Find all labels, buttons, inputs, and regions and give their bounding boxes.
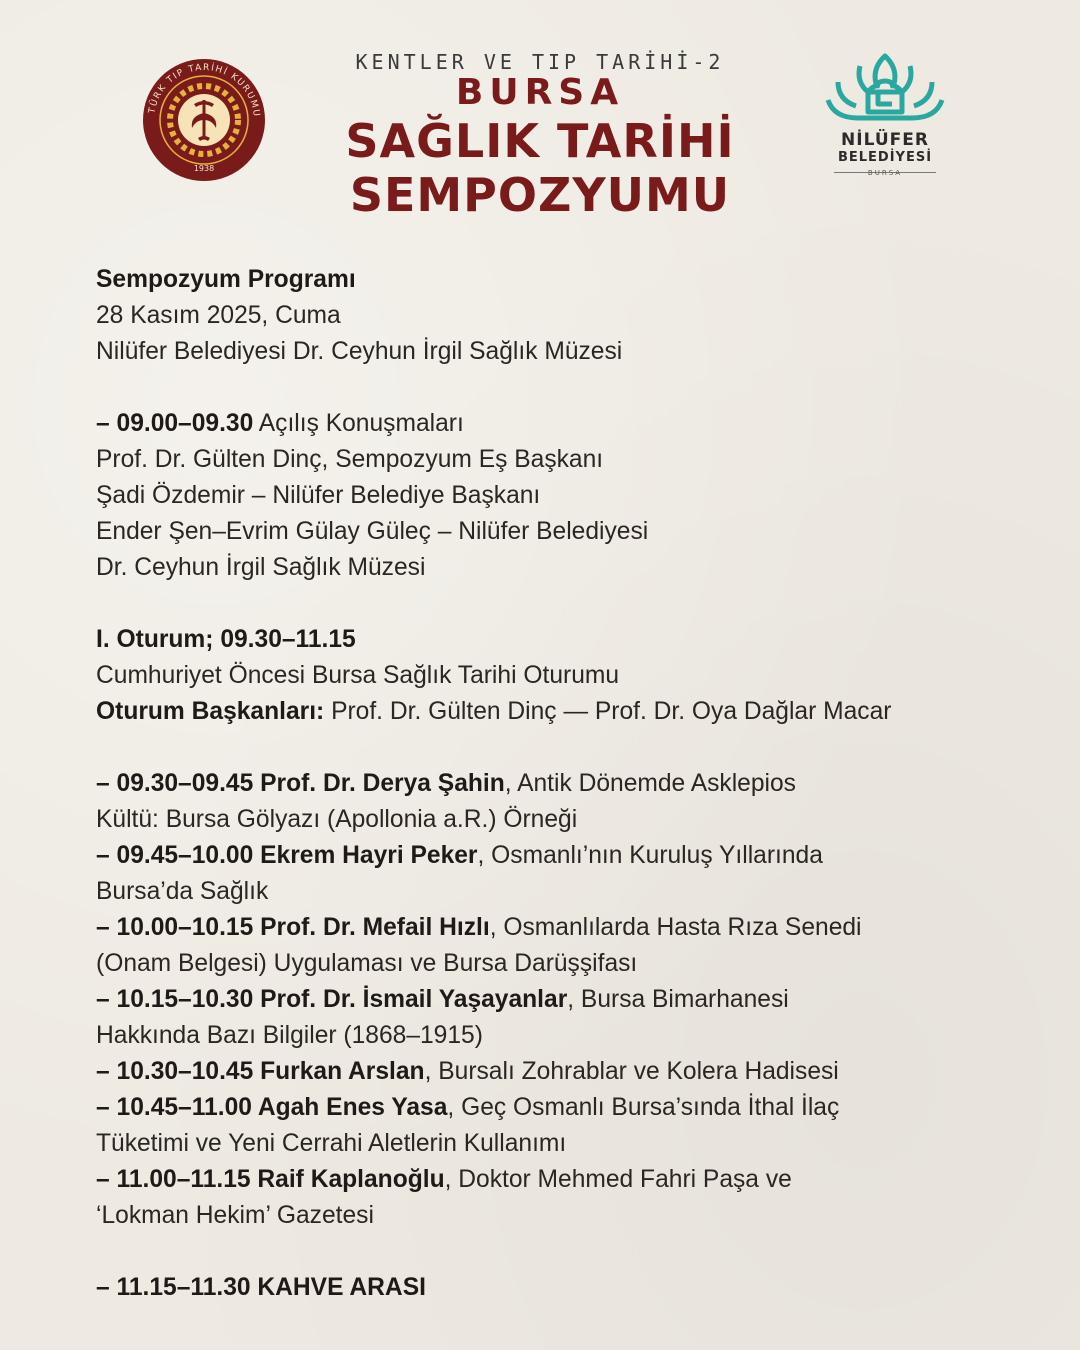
- talk-title: , Osmanlılarda Hasta Rıza Senedi: [489, 914, 862, 941]
- talk-title: , Doktor Mehmed Fahri Paşa ve: [444, 1166, 792, 1193]
- title-sempozyumu: SEMPOZYUMU: [349, 168, 731, 222]
- talk-time: – 09.45–10.00: [96, 842, 254, 869]
- chairs-label: Oturum Başkanları:: [96, 698, 325, 725]
- title-bursa: BURSA: [455, 72, 625, 113]
- nilufer-logo-line3: BURSA: [867, 169, 903, 177]
- chairs-names: Prof. Dr. Gülten Dinç — Prof. Dr. Oya Dağlar Macar: [324, 698, 892, 725]
- talk-line: [96, 1090, 996, 1126]
- nilufer-belediyesi-logo: [820, 48, 950, 178]
- talk-line: [96, 1162, 996, 1198]
- program-content: [96, 262, 996, 1306]
- title-saglik-tarihi: SAĞLIK TARİHİ: [345, 114, 735, 168]
- talk-line: [96, 838, 996, 874]
- seal-ring-text: TÜRK TIP TARİHİ KURUMU: [147, 62, 262, 119]
- talk-speaker: Raif Kaplanoğlu: [250, 1166, 445, 1193]
- nilufer-lotus-logo-icon: [820, 48, 950, 128]
- talk-title-cont: (Onam Belgesi) Uygulaması ve Bursa Darüşşifası: [96, 950, 638, 977]
- talk-title-cont: Kültü: Bursa Gölyazı (Apollonia a.R.) Örneği: [96, 806, 578, 833]
- talk-title: , Bursa Bimarhanesi: [567, 986, 789, 1013]
- talk-line: [96, 1054, 996, 1090]
- spacer: [96, 1234, 996, 1270]
- talk-speaker: Prof. Dr. Derya Şahin: [253, 770, 505, 797]
- opening-speaker: Şadi Özdemir – Nilüfer Belediye Başkanı: [96, 482, 541, 509]
- opening-speaker: Prof. Dr. Gülten Dinç, Sempozyum Eş Başkanı: [96, 446, 604, 473]
- header: [0, 0, 1080, 240]
- program-heading: Sempozyum Programı: [96, 266, 356, 293]
- talk-speaker: Ekrem Hayri Peker: [253, 842, 478, 869]
- session1-chairs: [96, 694, 996, 730]
- program-date: 28 Kasım 2025, Cuma: [96, 302, 341, 329]
- talk-title: , Bursalı Zohrablar ve Kolera Hadisesi: [424, 1058, 839, 1085]
- talk-title: , Geç Osmanlı Bursa’sında İthal İlaç: [447, 1094, 840, 1121]
- coffee-break: – 11.15–11.30 KAHVE ARASI: [96, 1274, 426, 1301]
- opening-time: – 09.00–09.30: [96, 410, 254, 437]
- spacer: [96, 586, 996, 622]
- talk-time: – 11.00–11.15: [96, 1166, 251, 1193]
- talk-line: [96, 982, 996, 1018]
- talk-time: – 10.45–11.00: [96, 1094, 252, 1121]
- talk-title: , Osmanlı’nın Kuruluş Yıllarında: [477, 842, 823, 869]
- talk-speaker: Prof. Dr. Mefail Hızlı: [253, 914, 490, 941]
- talk-time: – 10.00–10.15: [96, 914, 254, 941]
- talk-time: – 09.30–09.45: [96, 770, 254, 797]
- session1-subtitle: Cumhuriyet Öncesi Bursa Sağlık Tarihi Oturumu: [96, 662, 620, 689]
- talk-title: , Antik Dönemde Asklepios: [504, 770, 796, 797]
- kicker-text: KENTLER VE TIP TARİHİ-2: [355, 50, 725, 74]
- talk-time: – 10.30–10.45: [96, 1058, 254, 1085]
- nilufer-logo-line1: NİLÜFER: [841, 130, 929, 150]
- program-venue: Nilüfer Belediyesi Dr. Ceyhun İrgil Sağlık Müzesi: [96, 338, 623, 365]
- opening-speaker: Dr. Ceyhun İrgil Sağlık Müzesi: [96, 554, 426, 581]
- spacer: [96, 730, 996, 766]
- talk-title-cont: Tüketimi ve Yeni Cerrahi Aletlerin Kullanımı: [96, 1130, 567, 1157]
- talk-line: [96, 910, 996, 946]
- talk-time: – 10.15–10.30: [96, 986, 254, 1013]
- talk-speaker: Furkan Arslan: [253, 1058, 425, 1085]
- session1-heading: I. Oturum; 09.30–11.15: [96, 626, 356, 653]
- talk-title-cont: Bursa’da Sağlık: [96, 878, 269, 905]
- spacer: [96, 370, 996, 406]
- talk-speaker: Agah Enes Yasa: [251, 1094, 448, 1121]
- opening-title: Açılış Konuşmaları: [253, 410, 464, 437]
- opening-speaker: Ender Şen–Evrim Gülay Güleç – Nilüfer Belediyesi: [96, 518, 649, 545]
- seal-year: 1938: [193, 164, 215, 173]
- nilufer-logo-line2: BELEDİYESİ: [837, 150, 933, 165]
- talk-title-cont: Hakkında Bazı Bilgiler (1868–1915): [96, 1022, 483, 1049]
- talk-title-cont: ‘Lokman Hekim’ Gazetesi: [96, 1202, 374, 1229]
- talk-line: [96, 766, 996, 802]
- talk-speaker: Prof. Dr. İsmail Yaşayanlar: [253, 986, 568, 1013]
- opening-line: [96, 406, 996, 442]
